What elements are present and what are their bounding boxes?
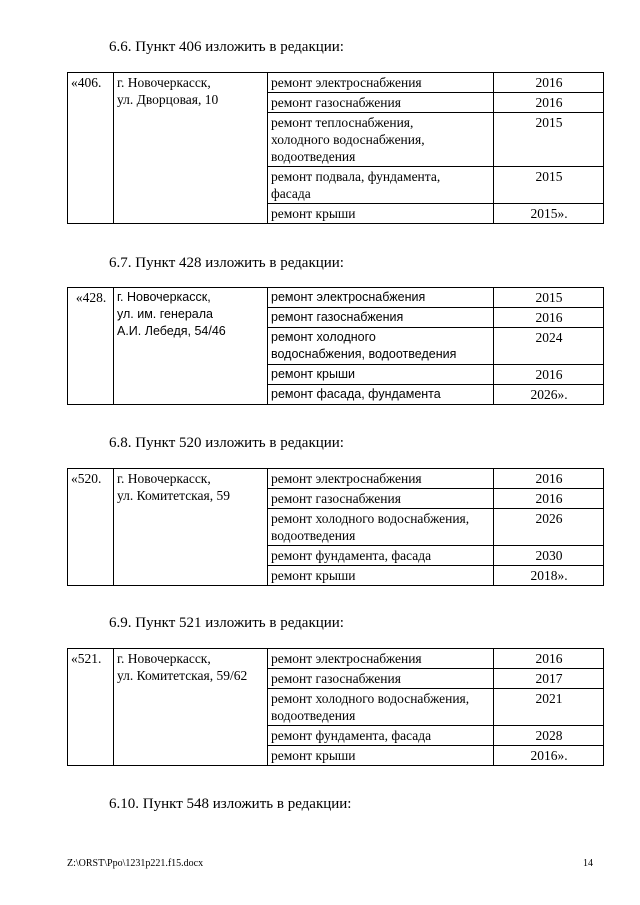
work-cell: ремонт газоснабжения (268, 93, 494, 113)
work-cell: ремонт фундамента, фасада (268, 726, 494, 746)
address-text: г. Новочеркасск, ул. им. генерала А.И. Лебедя, 54/46 (117, 290, 226, 338)
table-row (68, 288, 604, 308)
year-cell: 2016». (494, 746, 604, 766)
year-cell: 2017 (494, 669, 604, 689)
year-cell: 2016 (494, 73, 604, 93)
work-cell: ремонт фундамента, фасада (268, 546, 494, 566)
heading-item-406: 6.6. Пункт 406 изложить в редакции: (109, 39, 344, 55)
work-cell: ремонт газоснабжения (268, 308, 494, 328)
table-row (68, 649, 604, 669)
work-text: ремонт холодного водоснабжения, водоотведения (271, 330, 457, 361)
address-cell (114, 288, 268, 405)
year-cell: 2016 (494, 489, 604, 509)
item-number-cell: «406. (68, 73, 114, 224)
year-cell: 2028 (494, 726, 604, 746)
year-cell: 2021 (494, 689, 604, 726)
item-number-cell: «521. (68, 649, 114, 766)
year-cell: 2015 (494, 113, 604, 167)
year-cell: 2016 (494, 649, 604, 669)
table-row (68, 73, 604, 93)
work-cell (268, 113, 494, 167)
year-cell: 2015 (494, 167, 604, 204)
work-cell: ремонт фасада, фундамента (268, 385, 494, 405)
item-number-cell: «520. (68, 469, 114, 586)
address-cell (114, 649, 268, 766)
table-row (68, 469, 604, 489)
work-cell (268, 328, 494, 365)
work-text: ремонт теплоснабжения, холодного водоснабжения, водоотведения (271, 115, 425, 164)
work-text: ремонт холодного водоснабжения, водоотведения (271, 691, 470, 723)
work-text: ремонт холодного водоснабжения, водоотведения (271, 511, 470, 543)
address-text: г. Новочеркасск, ул. Дворцовая, 10 (117, 75, 219, 107)
year-cell: 2015 (494, 288, 604, 308)
year-cell: 2016 (494, 93, 604, 113)
work-cell (268, 167, 494, 204)
address-cell (114, 469, 268, 586)
year-cell: 2016 (494, 469, 604, 489)
address-text: г. Новочеркасск, ул. Комитетская, 59 (117, 471, 230, 503)
work-text: ремонт подвала, фундамента, фасада (271, 169, 441, 201)
work-cell (268, 509, 494, 546)
year-cell: 2030 (494, 546, 604, 566)
year-cell: 2015». (494, 204, 604, 224)
work-cell: ремонт крыши (268, 204, 494, 224)
footer-file-path: Z:\ORST\Ppo\1231p221.f15.docx (67, 858, 204, 869)
year-cell: 2026». (494, 385, 604, 405)
year-cell: 2024 (494, 328, 604, 365)
work-cell (268, 689, 494, 726)
work-cell: ремонт газоснабжения (268, 669, 494, 689)
year-cell: 2026 (494, 509, 604, 546)
amendment-table-406 (67, 72, 604, 224)
work-cell: ремонт электроснабжения (268, 288, 494, 308)
year-cell: 2018». (494, 566, 604, 586)
amendment-table-520 (67, 468, 604, 586)
address-cell (114, 73, 268, 224)
year-cell: 2016 (494, 365, 604, 385)
address-text: г. Новочеркасск, ул. Комитетская, 59/62 (117, 651, 248, 683)
work-cell: ремонт электроснабжения (268, 73, 494, 93)
heading-item-520: 6.8. Пункт 520 изложить в редакции: (109, 435, 344, 451)
heading-item-428: 6.7. Пункт 428 изложить в редакции: (109, 255, 344, 271)
work-cell: ремонт крыши (268, 365, 494, 385)
work-cell: ремонт газоснабжения (268, 489, 494, 509)
work-cell: ремонт крыши (268, 746, 494, 766)
item-number-cell: «428. (68, 288, 114, 405)
amendment-table-428 (67, 287, 604, 405)
work-cell: ремонт электроснабжения (268, 649, 494, 669)
work-cell: ремонт электроснабжения (268, 469, 494, 489)
heading-item-548: 6.10. Пункт 548 изложить в редакции: (109, 796, 352, 812)
footer-page-number: 14 (583, 858, 593, 869)
year-cell: 2016 (494, 308, 604, 328)
amendment-table-521 (67, 648, 604, 766)
heading-item-521: 6.9. Пункт 521 изложить в редакции: (109, 615, 344, 631)
work-cell: ремонт крыши (268, 566, 494, 586)
